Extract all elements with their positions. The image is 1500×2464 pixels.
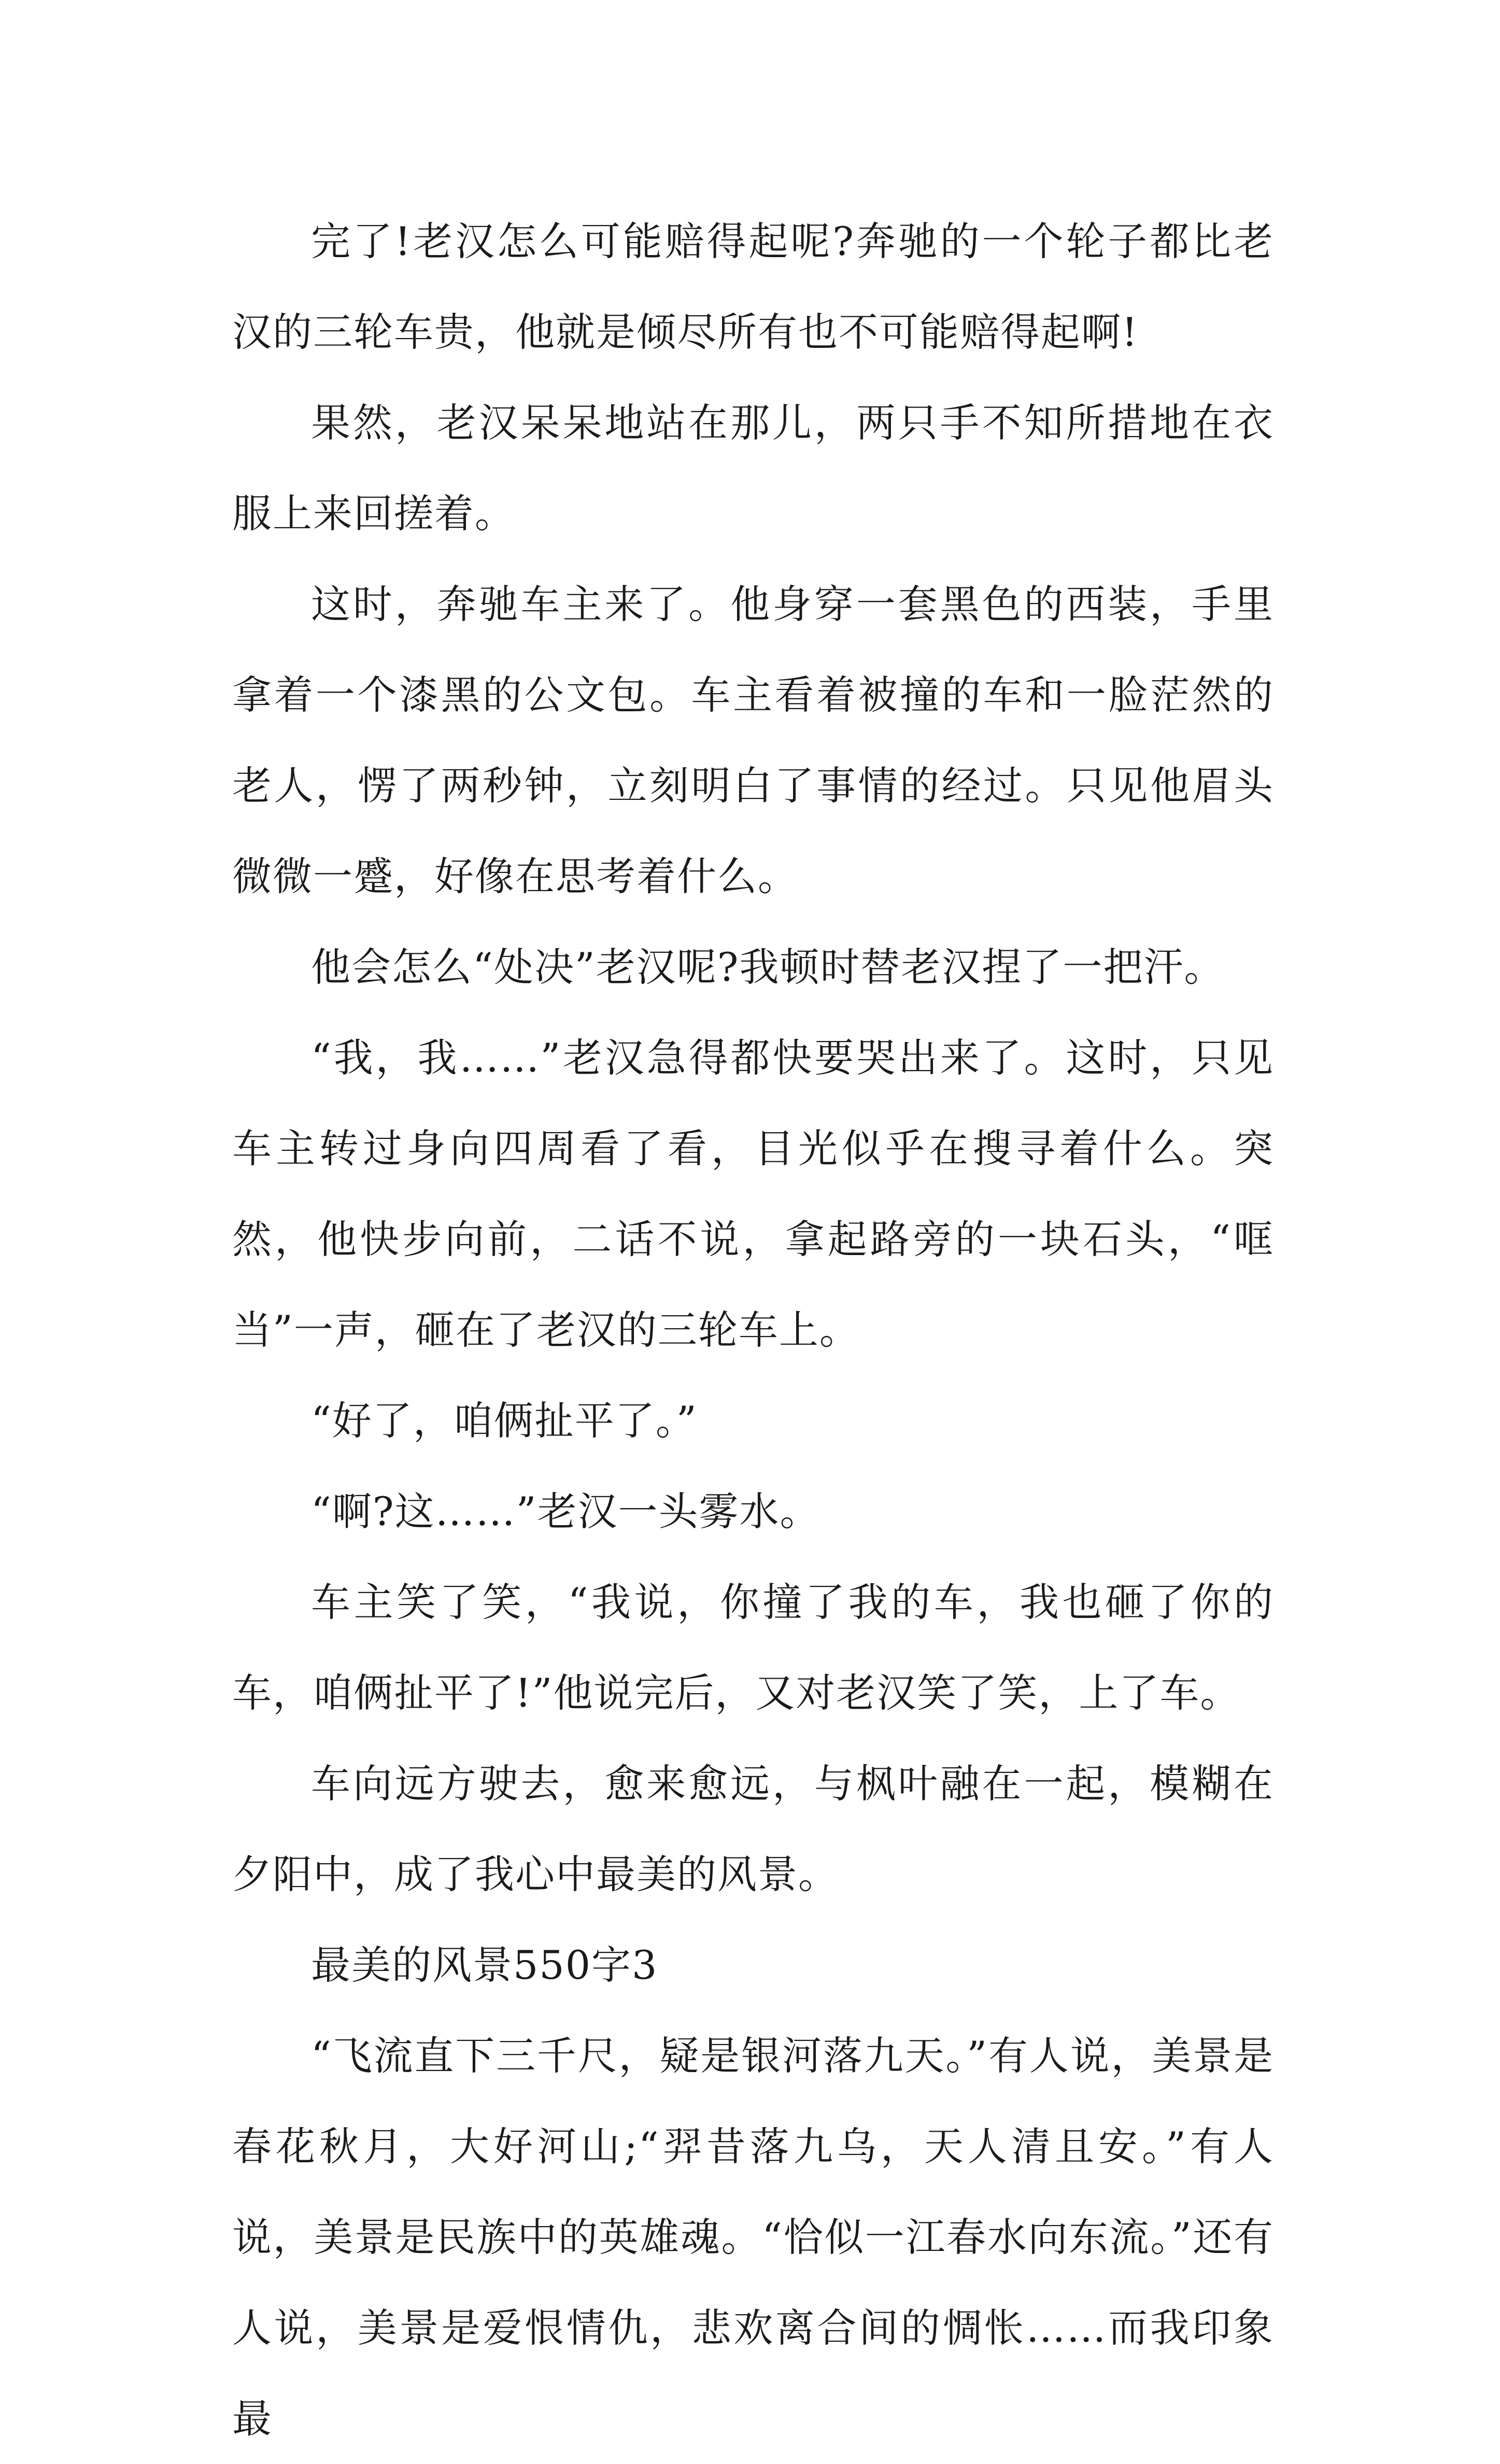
paragraph-7: “啊?这……”老汉一头雾水。	[311, 1488, 820, 1534]
paragraph-6: “好了，咱俩扯平了。”	[311, 1398, 698, 1444]
paragraph-10: “飞流直下三千尺，疑是银河落九天。”有人说，美景是春花秋月，大好河山;“羿昔落九乌，天人清且安。”有人说，美景是民族中的英雄魂。“恰似一江春水向东流。”还有人说，美景是爱恨情仇，悲欢离合间的惆怅……而我印象最	[232, 2033, 1274, 2442]
paragraph-5: “我，我……”老汉急得都快要哭出来了。这时，只见车主转过身向四周看了看，目光似乎在搜寻着什么。突然，他快步向前，二话不说，拿起路旁的一块石头，“哐当”一声，砸在了老汉的三轮车上。	[232, 1035, 1274, 1353]
paragraph-3: 这时，奔驰车主来了。他身穿一套黑色的西装，手里拿着一个漆黑的公文包。车主看着被撞的车和一脸茫然的老人，愣了两秒钟，立刻明白了事情的经过。只见他眉头微微一蹙，好像在思考着什么。	[232, 581, 1274, 899]
paragraph-4: 他会怎么“处决”老汉呢?我顿时替老汉捏了一把汗。	[311, 944, 1225, 990]
paragraph-1: 完了!老汉怎么可能赔得起呢?奔驰的一个轮子都比老汉的三轮车贵，他就是倾尽所有也不可能赔得起啊!	[232, 218, 1274, 355]
paragraph-9: 车向远方驶去，愈来愈远，与枫叶融在一起，模糊在夕阳中，成了我心中最美的风景。	[232, 1761, 1274, 1897]
document-body	[232, 196, 1274, 2464]
paragraph-2: 果然，老汉呆呆地站在那儿，两只手不知所措地在衣服上来回搓着。	[232, 400, 1274, 537]
section-heading: 最美的风景550字3	[311, 1942, 658, 1988]
paragraph-8: 车主笑了笑，“我说，你撞了我的车，我也砸了你的车，咱俩扯平了!”他说完后，又对老汉笑了笑，上了车。	[232, 1579, 1274, 1716]
